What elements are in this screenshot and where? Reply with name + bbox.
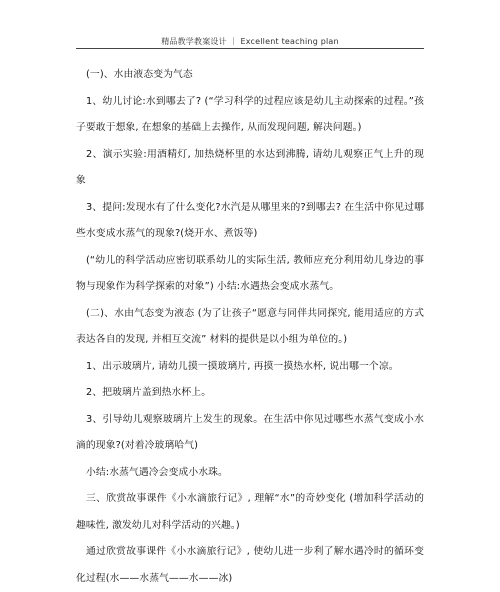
paragraph-8: 小结:水蒸气遇冷会变成小水珠。 <box>86 466 228 478</box>
paragraph-6: 2、把玻璃片盖到热水杯上。 <box>86 387 212 398</box>
paragraph-7: 3、引导幼儿观察玻璃片上发生的现象。在生活中你见过哪些水蒸气变成小水滴的现象?(对着冷玻璃哈气) <box>76 413 424 451</box>
paragraph-4: (“幼儿的科学活动应密切联系幼儿的实际生活, 教师应充分利用幼儿身边的事物与现象作为科学探索的对象”) 小结:水遇热会变成水蒸气。 <box>76 254 424 292</box>
section-heading-3: 三、欣赏故事课件《小水滴旅行记》, 理解“水”的奇妙变化 (增加科学活动的趣味性, 激发幼儿对科学活动的兴趣。) <box>76 493 424 531</box>
paragraph-1: 1、幼儿讨论:水到哪去了? (“学习科学的过程应该是幼儿主动探索的过程。”孩子要敢于想象, 在想象的基础上去操作, 从而发现问题, 解决问题。) <box>76 95 424 133</box>
page-header: 精品教学教案设计 ｜ Excellent teaching plan <box>161 37 339 46</box>
paragraph-3: 3、提问:发现水有了什么变化?水汽是从哪里来的?到哪去? 在生活中你见过哪些水变成水蒸气的现象?(烧开水、煮饭等) <box>76 201 424 239</box>
paragraph-9: 通过欣赏故事课件《小水滴旅行记》, 使幼儿进一步利了解水遇冷时的循环变化过程(水——水蒸气——水——冰) <box>76 546 424 584</box>
document-body <box>76 62 424 592</box>
paragraph-5: 1、出示玻璃片, 请幼儿摸一摸玻璃片, 再摸一摸热水杯, 说出哪一个凉。 <box>86 360 399 372</box>
section-heading-2: (二)、水由气态变为液态 (为了让孩子“愿意与同伴共同探究, 能用适应的方式表达各自的发现, 并相互交流” 材料的提供是以小组为单位的。) <box>76 307 424 345</box>
header-divider <box>76 48 424 49</box>
paragraph-2: 2、演示实验:用酒精灯, 加热烧杯里的水达到沸腾, 请幼儿观察正气上升的现象 <box>76 148 424 186</box>
section-heading-1: (一)、水由液态变为气态 <box>86 69 193 80</box>
